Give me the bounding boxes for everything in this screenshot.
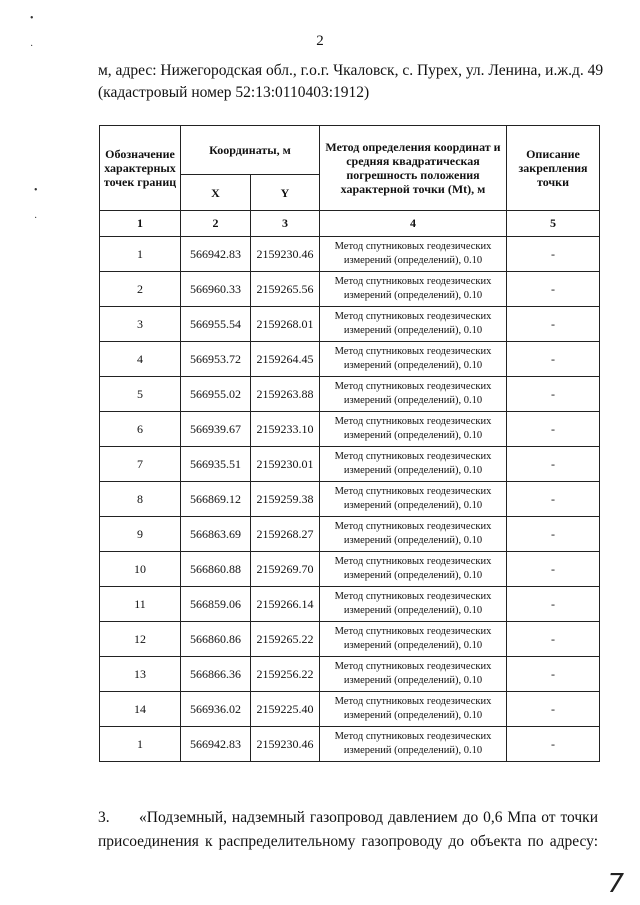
paragraph-line — [98, 806, 598, 830]
cell-method: Метод спутниковых геодезических измерений (определений), 0.10 — [320, 412, 507, 447]
table-row — [100, 447, 600, 482]
table-row — [100, 727, 600, 762]
cell-description: - — [507, 552, 600, 587]
cell-method: Метод спутниковых геодезических измерений (определений), 0.10 — [320, 307, 507, 342]
cell-y: 2159268.01 — [251, 307, 320, 342]
cell-description: - — [507, 377, 600, 412]
table-row — [100, 342, 600, 377]
cell-point: 6 — [100, 412, 181, 447]
cell-method: Метод спутниковых геодезических измерений (определений), 0.10 — [320, 587, 507, 622]
cell-x: 566960.33 — [181, 272, 251, 307]
header-point: Обозначение характерных точек границ — [100, 126, 181, 211]
paragraph-line: присоединения к распределительному газопроводу до объекта по адресу: — [98, 833, 598, 850]
table-row — [100, 307, 600, 342]
cell-method: Метод спутниковых геодезических измерений (определений), 0.10 — [320, 517, 507, 552]
header-description: Описание закрепления точки — [507, 126, 600, 211]
table-row — [100, 552, 600, 587]
cell-description: - — [507, 307, 600, 342]
cell-method: Метод спутниковых геодезических измерений (определений), 0.10 — [320, 482, 507, 517]
paragraph-3 — [98, 806, 598, 854]
cell-description: - — [507, 587, 600, 622]
cell-point: 3 — [100, 307, 181, 342]
cell-method: Метод спутниковых геодезических измерений (определений), 0.10 — [320, 377, 507, 412]
column-number: 2 — [181, 211, 251, 237]
cell-x: 566955.02 — [181, 377, 251, 412]
cell-point: 11 — [100, 587, 181, 622]
header-x: X — [181, 175, 251, 211]
table-row — [100, 377, 600, 412]
cell-y: 2159268.27 — [251, 517, 320, 552]
cell-y: 2159265.22 — [251, 622, 320, 657]
cell-description: - — [507, 517, 600, 552]
intro-line: м, адрес: Нижегородская обл., г.о.г. Чкаловск, с. Пурех, ул. Ленина, и.ж.д. 49 — [98, 62, 604, 79]
cell-point: 2 — [100, 272, 181, 307]
cell-point: 4 — [100, 342, 181, 377]
cell-method: Метод спутниковых геодезических измерений (определений), 0.10 — [320, 692, 507, 727]
cell-point: 9 — [100, 517, 181, 552]
paragraph-line-text: «Подземный, надземный газопровод давлением до 0,6 Мпа от точки — [139, 809, 598, 826]
cell-point: 13 — [100, 657, 181, 692]
table-row — [100, 587, 600, 622]
cell-point: 1 — [100, 727, 181, 762]
cell-x: 566936.02 — [181, 692, 251, 727]
cell-x: 566863.69 — [181, 517, 251, 552]
cell-y: 2159259.38 — [251, 482, 320, 517]
intro-line: (кадастровый номер 52:13:0110403:1912) — [98, 84, 370, 101]
column-number: 3 — [251, 211, 320, 237]
cell-method: Метод спутниковых геодезических измерений (определений), 0.10 — [320, 342, 507, 377]
cell-y: 2159225.40 — [251, 692, 320, 727]
cell-point: 5 — [100, 377, 181, 412]
cell-y: 2159264.45 — [251, 342, 320, 377]
cell-y: 2159230.46 — [251, 727, 320, 762]
scan-mark: · — [30, 41, 34, 52]
intro-text — [98, 60, 608, 104]
cell-description: - — [507, 482, 600, 517]
cell-point: 8 — [100, 482, 181, 517]
cell-x: 566939.67 — [181, 412, 251, 447]
cell-description: - — [507, 692, 600, 727]
page-number: 2 — [316, 33, 324, 49]
column-number: 5 — [507, 211, 600, 237]
header-y: Y — [251, 175, 320, 211]
cell-y: 2159230.46 — [251, 237, 320, 272]
cell-x: 566860.88 — [181, 552, 251, 587]
header-coords: Координаты, м — [181, 126, 320, 175]
cell-description: - — [507, 412, 600, 447]
scan-mark: • — [34, 185, 38, 196]
table-row — [100, 272, 600, 307]
cell-method: Метод спутниковых геодезических измерений (определений), 0.10 — [320, 552, 507, 587]
header-method: Метод определения координат и средняя квадратическая погрешность положения характерной точки (Mt), м — [320, 126, 507, 211]
table-row — [100, 482, 600, 517]
cell-point: 7 — [100, 447, 181, 482]
cell-y: 2159256.22 — [251, 657, 320, 692]
cell-description: - — [507, 272, 600, 307]
cell-x: 566955.54 — [181, 307, 251, 342]
cell-method: Метод спутниковых геодезических измерений (определений), 0.10 — [320, 447, 507, 482]
cell-method: Метод спутниковых геодезических измерений (определений), 0.10 — [320, 622, 507, 657]
cell-x: 566860.86 — [181, 622, 251, 657]
cell-x: 566866.36 — [181, 657, 251, 692]
table-row — [100, 237, 600, 272]
scan-mark: · — [34, 213, 38, 224]
table-row — [100, 517, 600, 552]
cell-description: - — [507, 342, 600, 377]
cell-y: 2159265.56 — [251, 272, 320, 307]
cell-y: 2159233.10 — [251, 412, 320, 447]
scan-mark: • — [30, 13, 34, 24]
cell-description: - — [507, 657, 600, 692]
cell-x: 566935.51 — [181, 447, 251, 482]
cell-method: Метод спутниковых геодезических измерений (определений), 0.10 — [320, 727, 507, 762]
handwritten-page-mark: 7 — [607, 869, 624, 899]
cell-description: - — [507, 622, 600, 657]
cell-x: 566859.06 — [181, 587, 251, 622]
paragraph-number: 3. — [98, 809, 110, 826]
coordinates-table — [99, 125, 600, 762]
cell-x: 566869.12 — [181, 482, 251, 517]
cell-description: - — [507, 447, 600, 482]
cell-y: 2159266.14 — [251, 587, 320, 622]
table-row — [100, 657, 600, 692]
cell-y: 2159263.88 — [251, 377, 320, 412]
table-row — [100, 622, 600, 657]
cell-point: 10 — [100, 552, 181, 587]
cell-point: 12 — [100, 622, 181, 657]
table-row — [100, 692, 600, 727]
table-row — [100, 412, 600, 447]
cell-point: 14 — [100, 692, 181, 727]
cell-method: Метод спутниковых геодезических измерений (определений), 0.10 — [320, 237, 507, 272]
column-number: 1 — [100, 211, 181, 237]
cell-y: 2159230.01 — [251, 447, 320, 482]
cell-point: 1 — [100, 237, 181, 272]
cell-x: 566942.83 — [181, 727, 251, 762]
cell-x: 566953.72 — [181, 342, 251, 377]
cell-description: - — [507, 237, 600, 272]
column-number: 4 — [320, 211, 507, 237]
cell-method: Метод спутниковых геодезических измерений (определений), 0.10 — [320, 657, 507, 692]
cell-method: Метод спутниковых геодезических измерений (определений), 0.10 — [320, 272, 507, 307]
cell-x: 566942.83 — [181, 237, 251, 272]
cell-y: 2159269.70 — [251, 552, 320, 587]
cell-description: - — [507, 727, 600, 762]
